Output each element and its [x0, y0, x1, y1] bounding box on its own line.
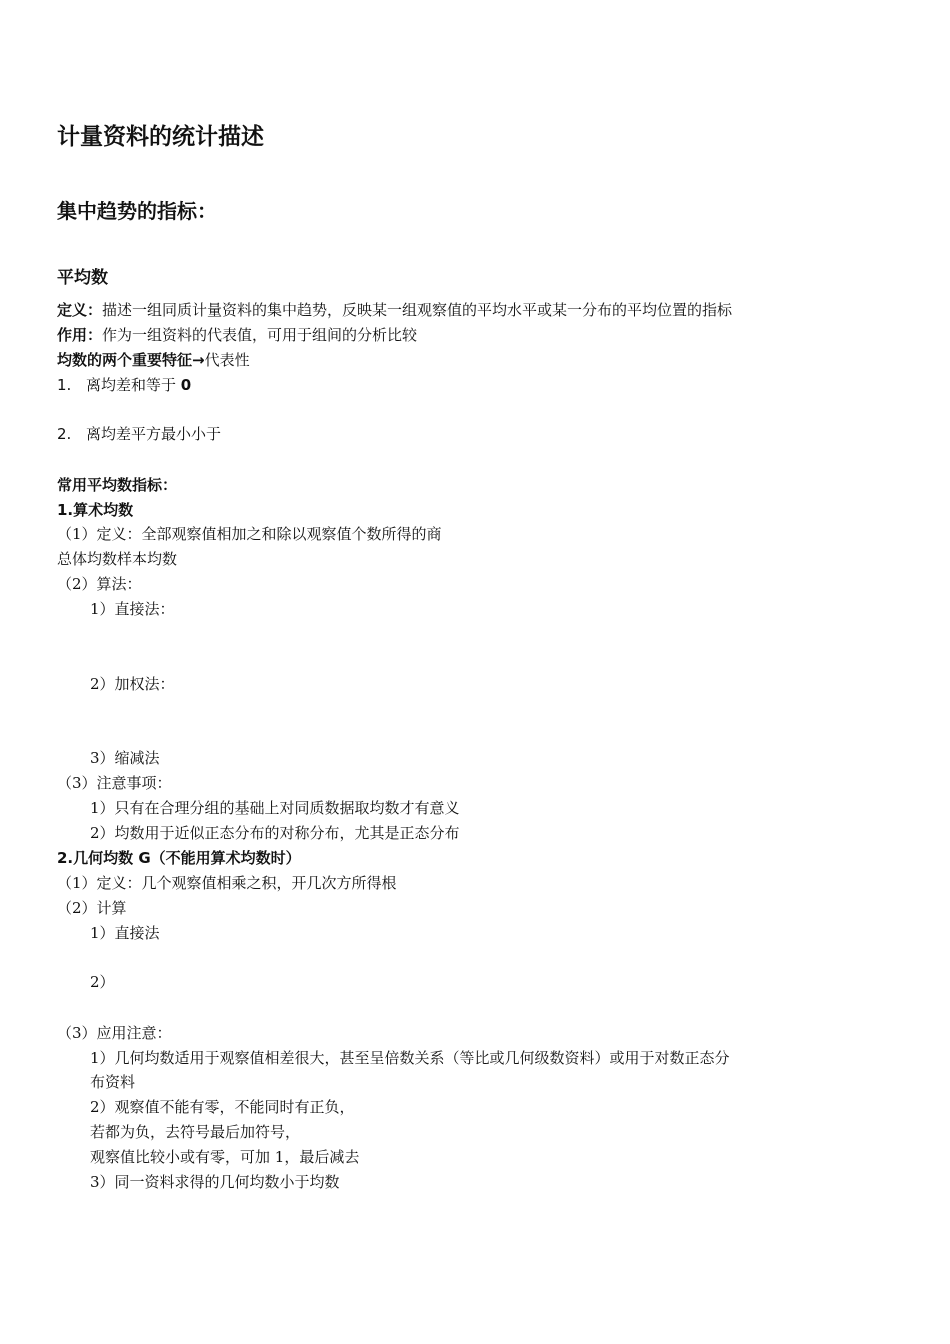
- geo-note-3: 3）同一资料求得的几何均数小于均数: [90, 1173, 340, 1191]
- geo-calc-1: 1）直接法: [90, 924, 160, 942]
- subsection-heading: 平均数: [57, 268, 108, 288]
- geo-note-2b: 若都为负，去符号最后加符号，: [90, 1123, 301, 1141]
- arith-heading: 1.算术均数: [57, 501, 134, 519]
- usage-label: 作用：: [57, 326, 103, 344]
- geo-heading: 2.几何均数 G（不能用算术均数时）: [57, 849, 301, 867]
- definition-line: [57, 298, 732, 323]
- usage-text: 作为一组资料的代表值，可用于组间的分析比较: [102, 326, 418, 344]
- geo-note: （3）应用注意：: [57, 1024, 172, 1042]
- geo-definition: （1）定义：几个观察值相乘之积，开几次方所得根: [57, 874, 397, 892]
- list-number: 2.: [57, 425, 72, 443]
- arith-definition-2: 总体均数样本均数: [57, 550, 178, 568]
- features-label: 均数的两个重要特征→: [57, 351, 205, 369]
- features-line: [57, 348, 250, 373]
- arith-method-2: 2）加权法：: [90, 675, 175, 693]
- section-heading: 集中趋势的指标：: [57, 199, 217, 223]
- page-title: 计量资料的统计描述: [57, 124, 264, 150]
- list-number: 1.: [57, 376, 72, 394]
- geo-note-2c: 观察值比较小或有零，可加 1，最后减去: [90, 1148, 360, 1166]
- arith-method-1: 1）直接法：: [90, 600, 175, 618]
- list-text: 离均差平方最小小于: [86, 425, 222, 443]
- arith-definition: （1）定义：全部观察值相加之和除以观察值个数所得的商: [57, 525, 442, 543]
- features-text: 代表性: [204, 351, 250, 369]
- list-bold-value: 0: [180, 376, 192, 394]
- arith-note-2: 2）均数用于近似正态分布的对称分布，尤其是正态分布: [90, 824, 460, 842]
- common-heading: 常用平均数指标：: [57, 476, 178, 494]
- arith-note-1: 1）只有在合理分组的基础上对同质数据取均数才有意义: [90, 799, 460, 817]
- arith-method-3: 3）缩减法: [90, 749, 160, 767]
- geo-calc-2: 2）: [90, 973, 115, 991]
- geo-note-1a: 1）几何均数适用于观察值相差很大，甚至呈倍数关系（等比或几何级数资料）或用于对数正态分: [90, 1049, 730, 1067]
- geo-note-2a: 2）观察值不能有零，不能同时有正负，: [90, 1098, 355, 1116]
- list-item: [57, 422, 221, 447]
- definition-text: 描述一组同质计量资料的集中趋势，反映某一组观察值的平均水平或某一分布的平均位置的指标: [102, 301, 733, 319]
- arith-note: （3）注意事项：: [57, 774, 172, 792]
- definition-label: 定义：: [57, 301, 103, 319]
- arith-method: （2）算法：: [57, 575, 142, 593]
- geo-calc: （2）计算: [57, 899, 127, 917]
- list-text: 离均差和等于: [86, 376, 177, 394]
- geo-note-1b: 布资料: [90, 1073, 136, 1091]
- usage-line: [57, 323, 417, 348]
- list-item: [57, 373, 191, 398]
